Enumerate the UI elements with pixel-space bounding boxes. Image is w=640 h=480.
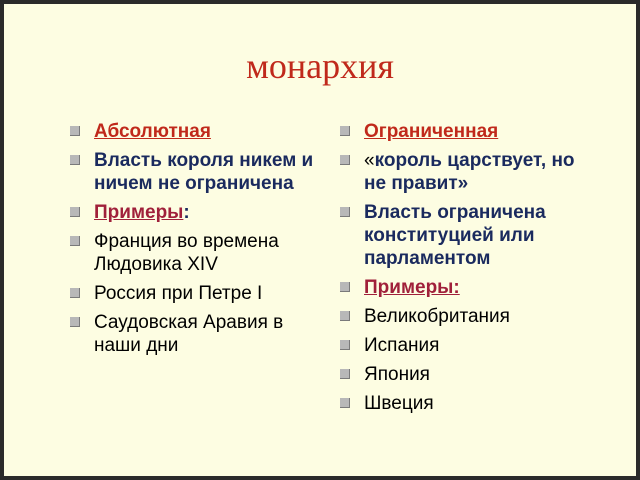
square-bullet-icon bbox=[340, 340, 350, 350]
square-bullet-icon bbox=[70, 317, 80, 327]
left-column bbox=[70, 120, 322, 363]
list-item bbox=[340, 363, 600, 386]
example-text: Великобритания bbox=[364, 306, 510, 327]
square-bullet-icon bbox=[340, 207, 350, 217]
examples-label: Примеры bbox=[94, 202, 184, 223]
square-bullet-icon bbox=[70, 288, 80, 298]
limited-description: Власть ограничена конституцией или парламентом bbox=[364, 202, 546, 269]
absolute-heading: Абсолютная bbox=[94, 121, 211, 142]
square-bullet-icon bbox=[340, 282, 350, 292]
list-item bbox=[70, 311, 322, 357]
square-bullet-icon bbox=[70, 236, 80, 246]
limited-quote: король царствует, но не правит» bbox=[364, 150, 575, 194]
square-bullet-icon bbox=[70, 207, 80, 217]
list-item bbox=[340, 392, 600, 415]
examples-label: Примеры: bbox=[364, 277, 460, 298]
list-item bbox=[70, 201, 322, 224]
square-bullet-icon bbox=[340, 311, 350, 321]
example-text: Япония bbox=[364, 364, 430, 385]
list-item bbox=[70, 230, 322, 276]
example-text: Франция во времена Людовика XIV bbox=[94, 231, 279, 275]
square-bullet-icon bbox=[70, 155, 80, 165]
list-item bbox=[70, 149, 322, 195]
square-bullet-icon bbox=[340, 369, 350, 379]
right-column bbox=[340, 120, 600, 421]
examples-colon: : bbox=[183, 202, 190, 223]
list-item bbox=[70, 120, 322, 143]
slide bbox=[4, 4, 636, 476]
example-text: Саудовская Аравия в наши дни bbox=[94, 312, 284, 356]
list-item bbox=[70, 282, 322, 305]
example-text: Россия при Петре I bbox=[94, 283, 263, 304]
square-bullet-icon bbox=[340, 398, 350, 408]
quote-open: « bbox=[364, 150, 375, 171]
square-bullet-icon bbox=[340, 126, 350, 136]
absolute-description: Власть короля никем и ничем не ограничена bbox=[94, 150, 314, 194]
example-text: Испания bbox=[364, 335, 440, 356]
limited-heading: Ограниченная bbox=[364, 121, 499, 142]
square-bullet-icon bbox=[70, 126, 80, 136]
example-text: Швеция bbox=[364, 393, 434, 414]
list-item bbox=[340, 276, 600, 299]
square-bullet-icon bbox=[340, 155, 350, 165]
list-item bbox=[340, 305, 600, 328]
list-item bbox=[340, 149, 600, 195]
slide-title: монархия bbox=[246, 46, 394, 86]
list-item bbox=[340, 334, 600, 357]
list-item bbox=[340, 201, 600, 270]
list-item bbox=[340, 120, 600, 143]
